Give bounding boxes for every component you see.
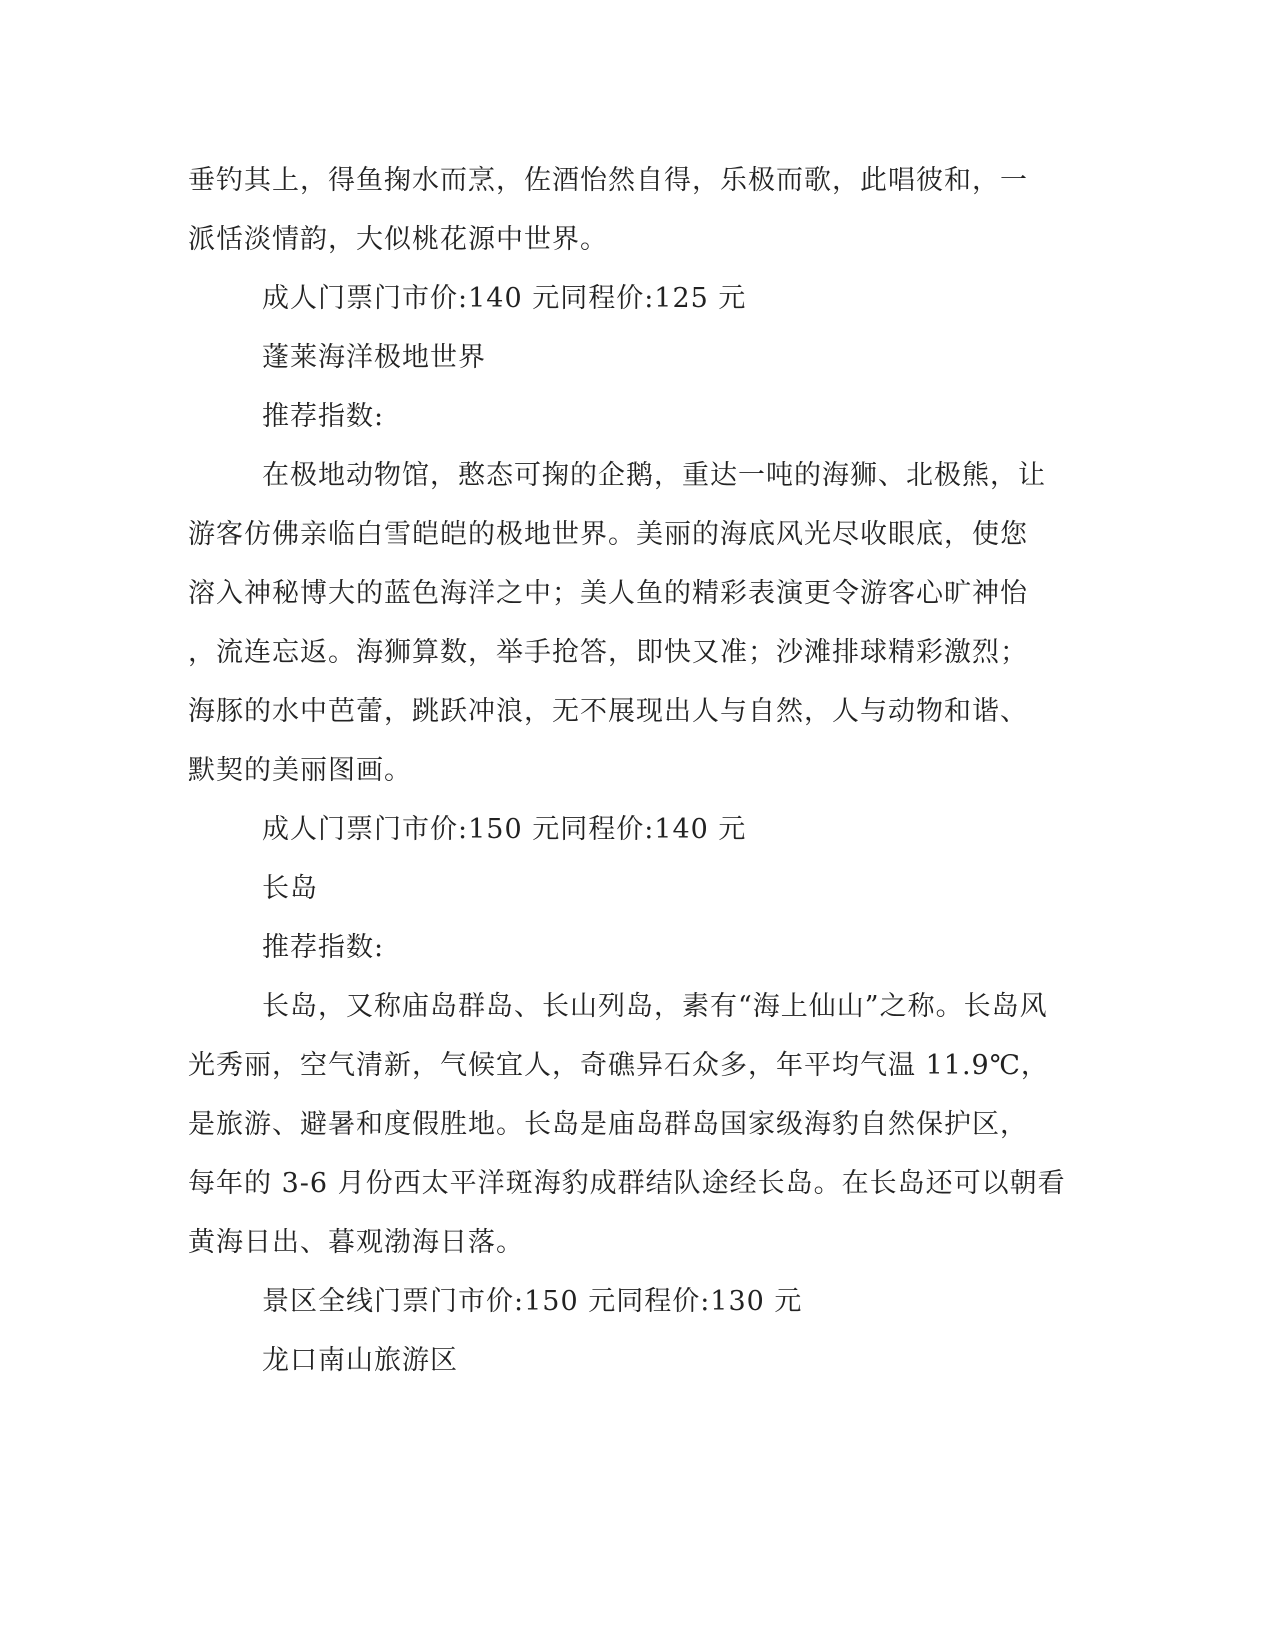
attraction-title: 长岛	[262, 873, 318, 904]
paragraph-line: 在极地动物馆，憨态可掬的企鹅，重达一吨的海狮、北极熊，让	[262, 460, 1046, 491]
paragraph-line: 游客仿佛亲临白雪皑皑的极地世界。美丽的海底风光尽收眼底，使您	[188, 519, 1028, 550]
paragraph-line: 溶入神秘博大的蓝色海洋之中；美人鱼的精彩表演更令游客心旷神怡	[188, 578, 1028, 609]
recommendation-index-label: 推荐指数:	[262, 932, 385, 963]
paragraph-line: ，流连忘返。海狮算数，举手抢答，即快又准；沙滩排球精彩激烈；	[188, 637, 1028, 668]
ticket-price-line: 景区全线门票门市价:150 元同程价:130 元	[262, 1286, 803, 1317]
paragraph-line: 垂钓其上，得鱼掬水而烹，佐酒怡然自得，乐极而歌，此唱彼和，一	[188, 165, 1028, 196]
attraction-title: 蓬莱海洋极地世界	[262, 342, 486, 373]
paragraph-line: 黄海日出、暮观渤海日落。	[188, 1227, 524, 1258]
paragraph-line: 光秀丽，空气清新，气候宜人，奇礁异石众多，年平均气温 11.9℃，	[188, 1050, 1049, 1081]
attraction-title: 龙口南山旅游区	[262, 1345, 458, 1376]
paragraph-line: 派恬淡情韵，大似桃花源中世界。	[188, 224, 608, 255]
paragraph-line: 长岛，又称庙岛群岛、长山列岛，素有“海上仙山”之称。长岛风	[262, 991, 1048, 1022]
ticket-price-line: 成人门票门市价:140 元同程价:125 元	[262, 283, 747, 314]
paragraph-line: 每年的 3-6 月份西太平洋斑海豹成群结队途经长岛。在长岛还可以朝看	[188, 1168, 1066, 1199]
ticket-price-line: 成人门票门市价:150 元同程价:140 元	[262, 814, 747, 845]
paragraph-line: 海豚的水中芭蕾，跳跃冲浪，无不展现出人与自然，人与动物和谐、	[188, 696, 1028, 727]
recommendation-index-label: 推荐指数:	[262, 401, 385, 432]
paragraph-line: 默契的美丽图画。	[188, 755, 412, 786]
paragraph-line: 是旅游、避暑和度假胜地。长岛是庙岛群岛国家级海豹自然保护区，	[188, 1109, 1028, 1140]
